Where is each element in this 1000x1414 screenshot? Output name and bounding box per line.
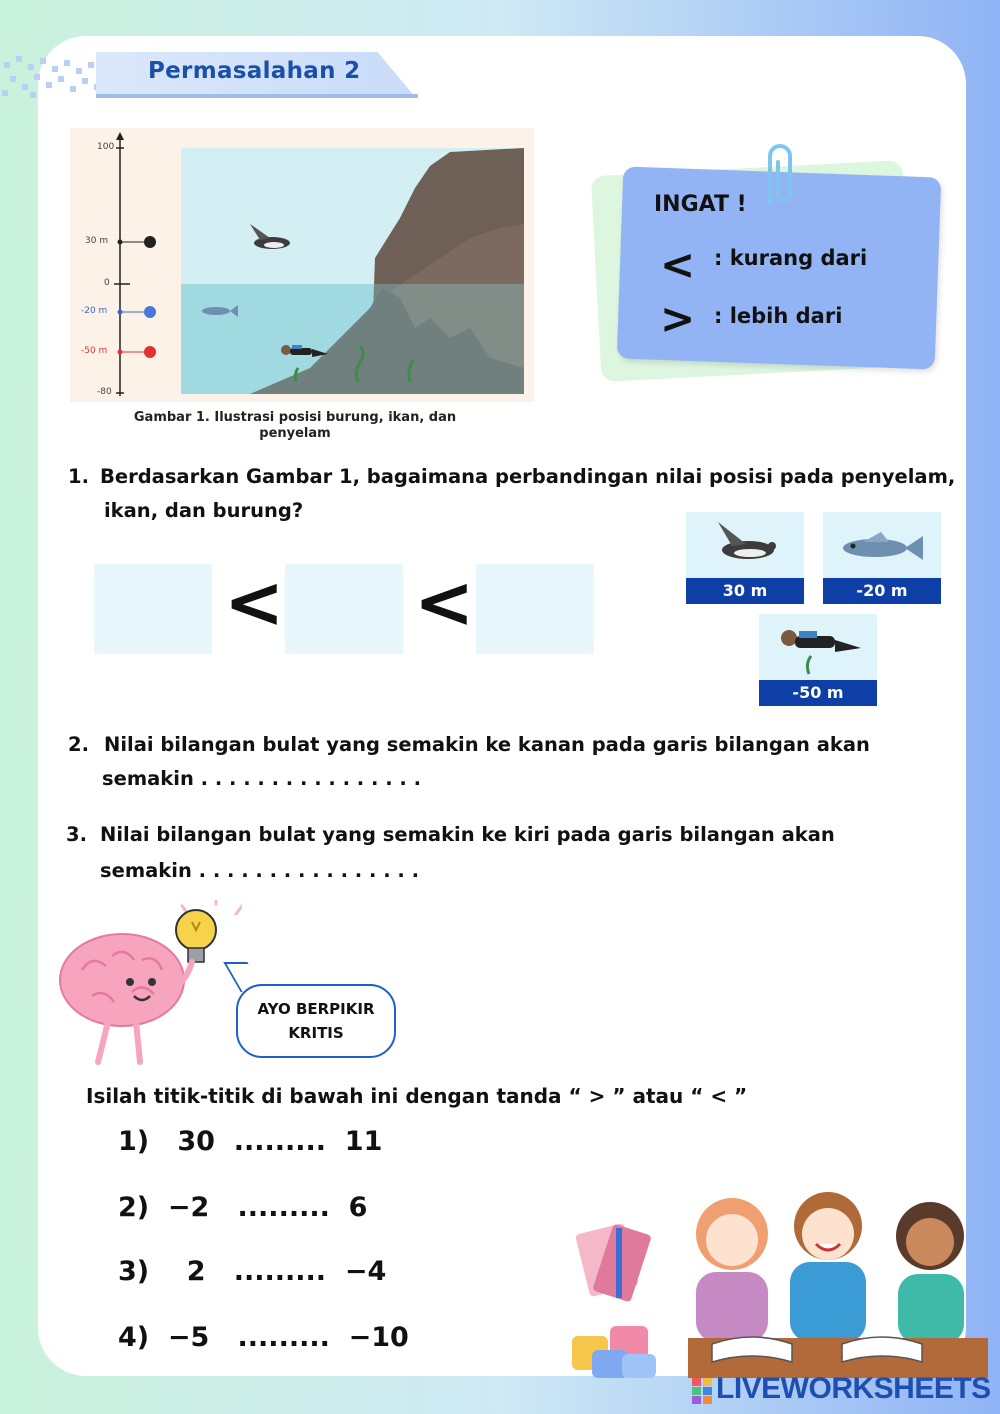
paperclip-icon <box>756 142 800 208</box>
axis-label-minus-20: -20 m <box>81 306 108 316</box>
liveworksheets-watermark: LIVEWORKSHEETS <box>716 1372 991 1405</box>
fish-icon <box>823 512 941 578</box>
brain-mascot-icon <box>52 900 242 1070</box>
question-2-number: 2. <box>68 733 89 756</box>
speech-bubble-text: AYO BERPIKIR KRITIS <box>257 1000 375 1042</box>
comparison-symbol-1: < <box>224 560 285 644</box>
axis-label-minus-50: -50 m <box>81 346 108 356</box>
chip-fish-label: -20 m <box>823 578 941 604</box>
ingat-title: INGAT ! <box>654 192 747 217</box>
answer-box-2[interactable] <box>285 564 403 654</box>
greater-than-meaning: : lebih dari <box>714 304 843 328</box>
answer-box-1[interactable] <box>94 564 212 654</box>
axis-label-100: 100 <box>97 142 115 152</box>
exercise-item-2[interactable]: 2) −2 ......... 6 <box>118 1192 368 1223</box>
chip-fish[interactable] <box>823 512 941 604</box>
kids-studying-illustration <box>572 1188 992 1378</box>
diver-icon <box>759 614 877 680</box>
chip-bird[interactable] <box>686 512 804 604</box>
question-1-number: 1. <box>68 465 89 488</box>
question-3-line2: semakin . . . . . . . . . . . . . . . . <box>100 859 419 882</box>
question-1-line2: ikan, dan burung? <box>104 499 304 522</box>
bird-icon <box>686 512 804 578</box>
axis-label-30: 30 m <box>85 236 109 246</box>
less-than-meaning: : kurang dari <box>714 246 868 270</box>
exercise-item-4[interactable]: 4) −5 ......... −10 <box>118 1322 409 1353</box>
chip-diver-label: -50 m <box>759 680 877 706</box>
axis-label-minus-80: -80 <box>97 387 112 397</box>
page-title: Permasalahan 2 <box>148 58 361 84</box>
less-than-symbol: < <box>660 240 696 289</box>
answer-box-3[interactable] <box>476 564 594 654</box>
chip-bird-label: 30 m <box>686 578 804 604</box>
pixel-decoration <box>0 56 110 100</box>
question-3-number: 3. <box>66 823 87 846</box>
question-3-line1: Nilai bilangan bulat yang semakin ke kiri pada garis bilangan akan <box>100 823 835 846</box>
chip-diver[interactable] <box>759 614 877 706</box>
title-underline <box>96 94 418 98</box>
question-2-line1: Nilai bilangan bulat yang semakin ke kanan pada garis bilangan akan <box>104 733 870 756</box>
exercise-item-3[interactable]: 3) 2 ......... −4 <box>118 1256 387 1287</box>
speech-bubble <box>236 984 396 1058</box>
liveworksheets-logo-icon <box>692 1378 712 1404</box>
figure-caption: Gambar 1. Ilustrasi posisi burung, ikan, dan penyelam <box>133 410 457 441</box>
figure-illustration <box>70 128 534 402</box>
axis-label-0: 0 <box>104 278 110 288</box>
question-1-line1: Berdasarkan Gambar 1, bagaimana perbandingan nilai posisi pada penyelam, <box>100 465 956 488</box>
exercise-instruction: Isilah titik-titik di bawah ini dengan tanda “ > ” atau “ < ” <box>86 1084 748 1108</box>
comparison-symbol-2: < <box>414 560 475 644</box>
question-2-line2: semakin . . . . . . . . . . . . . . . . <box>102 767 421 790</box>
greater-than-symbol: > <box>660 294 696 343</box>
exercise-item-1[interactable]: 1) 30 ......... 11 <box>118 1126 383 1157</box>
